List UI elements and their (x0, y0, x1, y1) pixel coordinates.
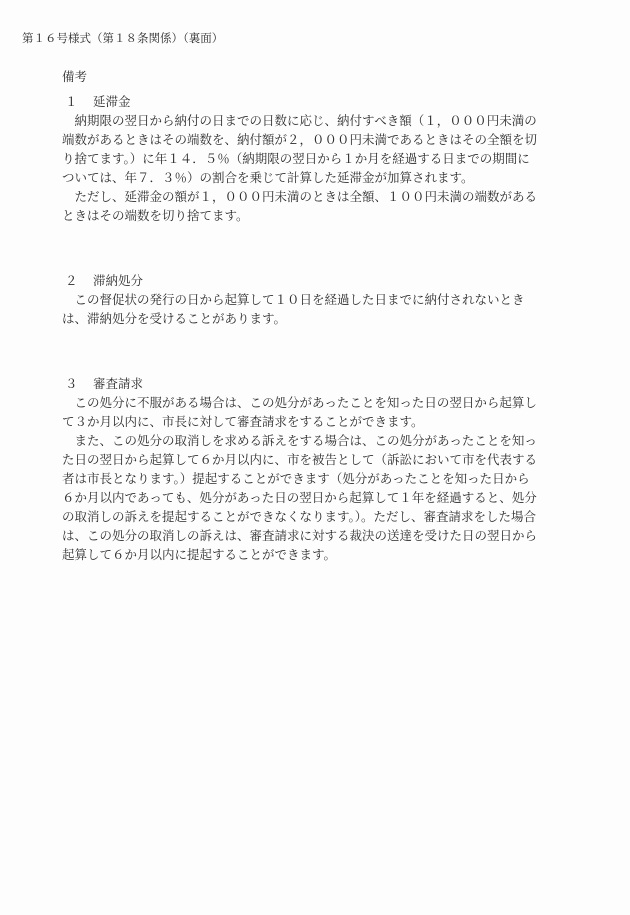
paragraph-line: また、この処分の取消しを求める訴えをする場合は、この処分があったことを知っ (74, 433, 537, 448)
section-title: 延滞金 (93, 94, 131, 109)
form-identifier: 第１６号様式（第１８条関係）（裏面） (22, 31, 224, 45)
paragraph-line: ついては、年７．３％）の割合を乗じて計算した延滞金が加算されます。 (62, 170, 474, 185)
paragraph-line: た日の翌日から起算して６か月以内に、市を被告として（訴訟において市を代表する (62, 452, 538, 467)
paragraph-line: この督促状の発行の日から起算して１０日を経過した日までに納付されないとき (74, 292, 525, 307)
section-heading (62, 92, 582, 111)
section-heading (62, 271, 582, 290)
section-number: ２ (65, 273, 78, 288)
paragraph-line: ６か月以内であっても、処分があった日の翌日から起算して１年を経過すると、処分 (62, 490, 537, 505)
section-body (62, 111, 582, 225)
section-body (62, 290, 582, 328)
paragraph-line: ときはその端数を切り捨てます。 (62, 208, 249, 223)
section-title: 審査請求 (93, 376, 144, 391)
section-late-fee (62, 92, 582, 225)
section-appeal (62, 374, 582, 564)
paragraph-line: ただし、延滞金の額が１，０００円未満のときは全額、１００円未満の端数がある (74, 189, 538, 204)
section-title: 滞納処分 (93, 273, 144, 288)
paragraph-line: 起算して６か月以内に提起することができます。 (62, 547, 337, 562)
paragraph-line: て３か月以内に、市長に対して審査請求をすることができます。 (62, 414, 424, 429)
section-number: ３ (65, 376, 78, 391)
paragraph-line: は、滞納処分を受けることがあります。 (62, 311, 287, 326)
paragraph-line: り捨てます。）に年１４．５％（納期限の翌日から１か月を経過する日までの期間に (62, 151, 530, 166)
paragraph-line: この処分に不服がある場合は、この処分があったことを知った日の翌日から起算し (74, 395, 537, 410)
section-delinquency-disposition (62, 271, 582, 328)
paragraph-line: は、この処分の取消しの訴えは、審査請求に対する裁決の送達を受けた日の翌日から (62, 528, 538, 543)
section-heading (62, 374, 582, 393)
paragraph-line: の取消しの訴えを提起することができなくなります。）。ただし、審査請求をした場合 (62, 509, 537, 524)
paragraph-line: 者は市長となります。）提起することができます（処分があったことを知った日から (62, 471, 530, 486)
paragraph-line: 端数があるときはその端数を、納付額が２，０００円未満であるときはその全額を切 (62, 132, 538, 147)
remarks-title: 備考 (62, 69, 88, 84)
section-body (62, 393, 582, 564)
section-number: １ (65, 94, 78, 109)
paragraph-line: 納期限の翌日から納付の日までの日数に応じ、納付すべき額（１，０００円未満の (74, 113, 537, 128)
